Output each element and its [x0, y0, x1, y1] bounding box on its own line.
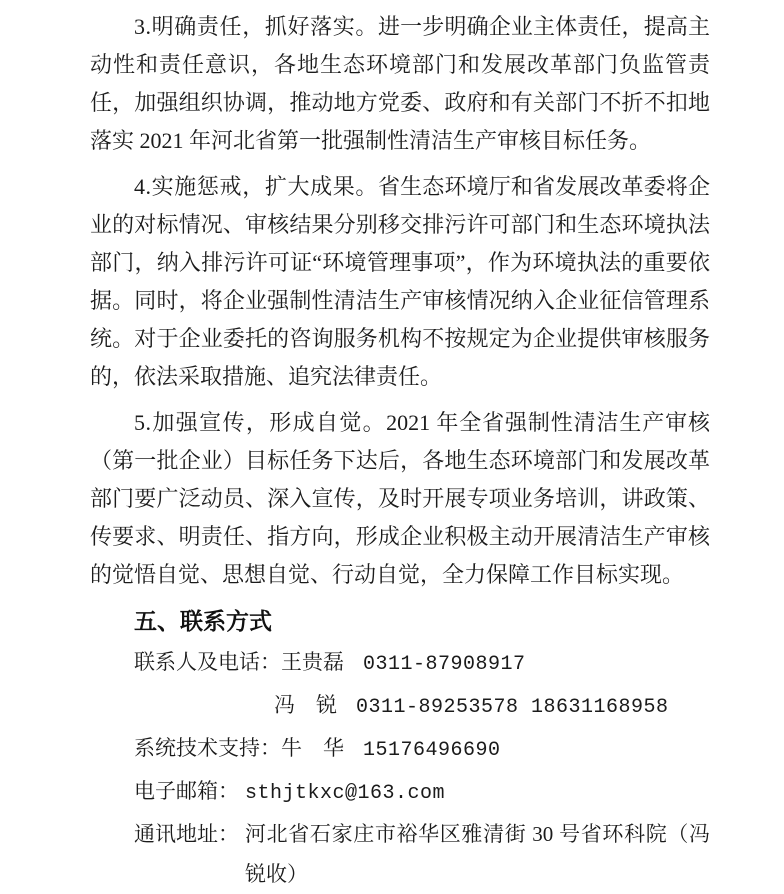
contact-label: 通讯地址： — [134, 822, 239, 846]
paragraph-5 — [90, 404, 710, 594]
contact-person-name: 冯 锐 — [274, 693, 337, 717]
contact-phone-number: 0311-87908917 — [363, 653, 526, 676]
paragraph-4-text: 省生态环境厅和省发展改革委将企业的对标情况、审核结果分别移交排污许可部门和生态环境执法部门，纳入排污许可证“环境管理事项”，作为环境执法的重要依据。同时，将企业强制性清洁生产审核情况纳入企业征信管理系统。对于企业委托的咨询服务机构不按规定为企业提供审核服务的，依法采取措施、追究法律责任。 — [90, 174, 710, 389]
contact-mailing-address: 河北省石家庄市裕华区雅清街 30 号省环科院（冯锐收） — [245, 822, 710, 886]
contact-label: 联系人及电话： — [134, 650, 281, 674]
paragraph-5-lead: 5.加强宣传，形成自觉。 — [134, 410, 387, 435]
paragraph-4-lead: 4.实施惩戒，扩大成果。 — [134, 174, 379, 199]
contact-section — [134, 642, 710, 894]
contact-phone-number: 15176496690 — [363, 739, 501, 762]
paragraph-3-text: 进一步明确企业主体责任，提高主动性和责任意识，各地生态环境部门和发展改革部门负监管责任，加强组织协调，推动地方党委、政府和有关部门不折不扣地落实 2021 年河北省第一批强制性清洁生产审核目标任务。 — [90, 14, 710, 153]
contact-person-name: 王贵磊 — [281, 650, 344, 674]
paragraph-3 — [90, 8, 710, 160]
contact-row-phone-1 — [134, 642, 710, 685]
contact-row-address — [134, 814, 710, 894]
contact-phone-number: 0311-89253578 18631168958 — [356, 696, 669, 719]
contact-email-address: sthjtkxc@163.com — [245, 782, 446, 805]
paragraph-3-lead: 3.明确责任，抓好落实。 — [134, 14, 379, 39]
contact-row-email — [134, 771, 710, 814]
contact-row-tech-support — [134, 728, 710, 771]
contact-row-phone-2 — [134, 685, 710, 728]
paragraph-4 — [90, 168, 710, 396]
contact-label: 电子邮箱： — [134, 779, 239, 803]
section-heading-contact: 五、联系方式 — [134, 608, 272, 634]
contact-person-name: 牛 华 — [281, 736, 344, 760]
contact-label: 系统技术支持： — [134, 736, 281, 760]
paragraph-5-text: 2021 年全省强制性清洁生产审核（第一批企业）目标任务下达后，各地生态环境部门和发展改革部门要广泛动员、深入宣传，及时开展专项业务培训，讲政策、传要求、明责任、指方向，形成企业积极主动开展清洁生产审核的觉悟自觉、思想自觉、行动自觉，全力保障工作目标实现。 — [90, 410, 710, 587]
